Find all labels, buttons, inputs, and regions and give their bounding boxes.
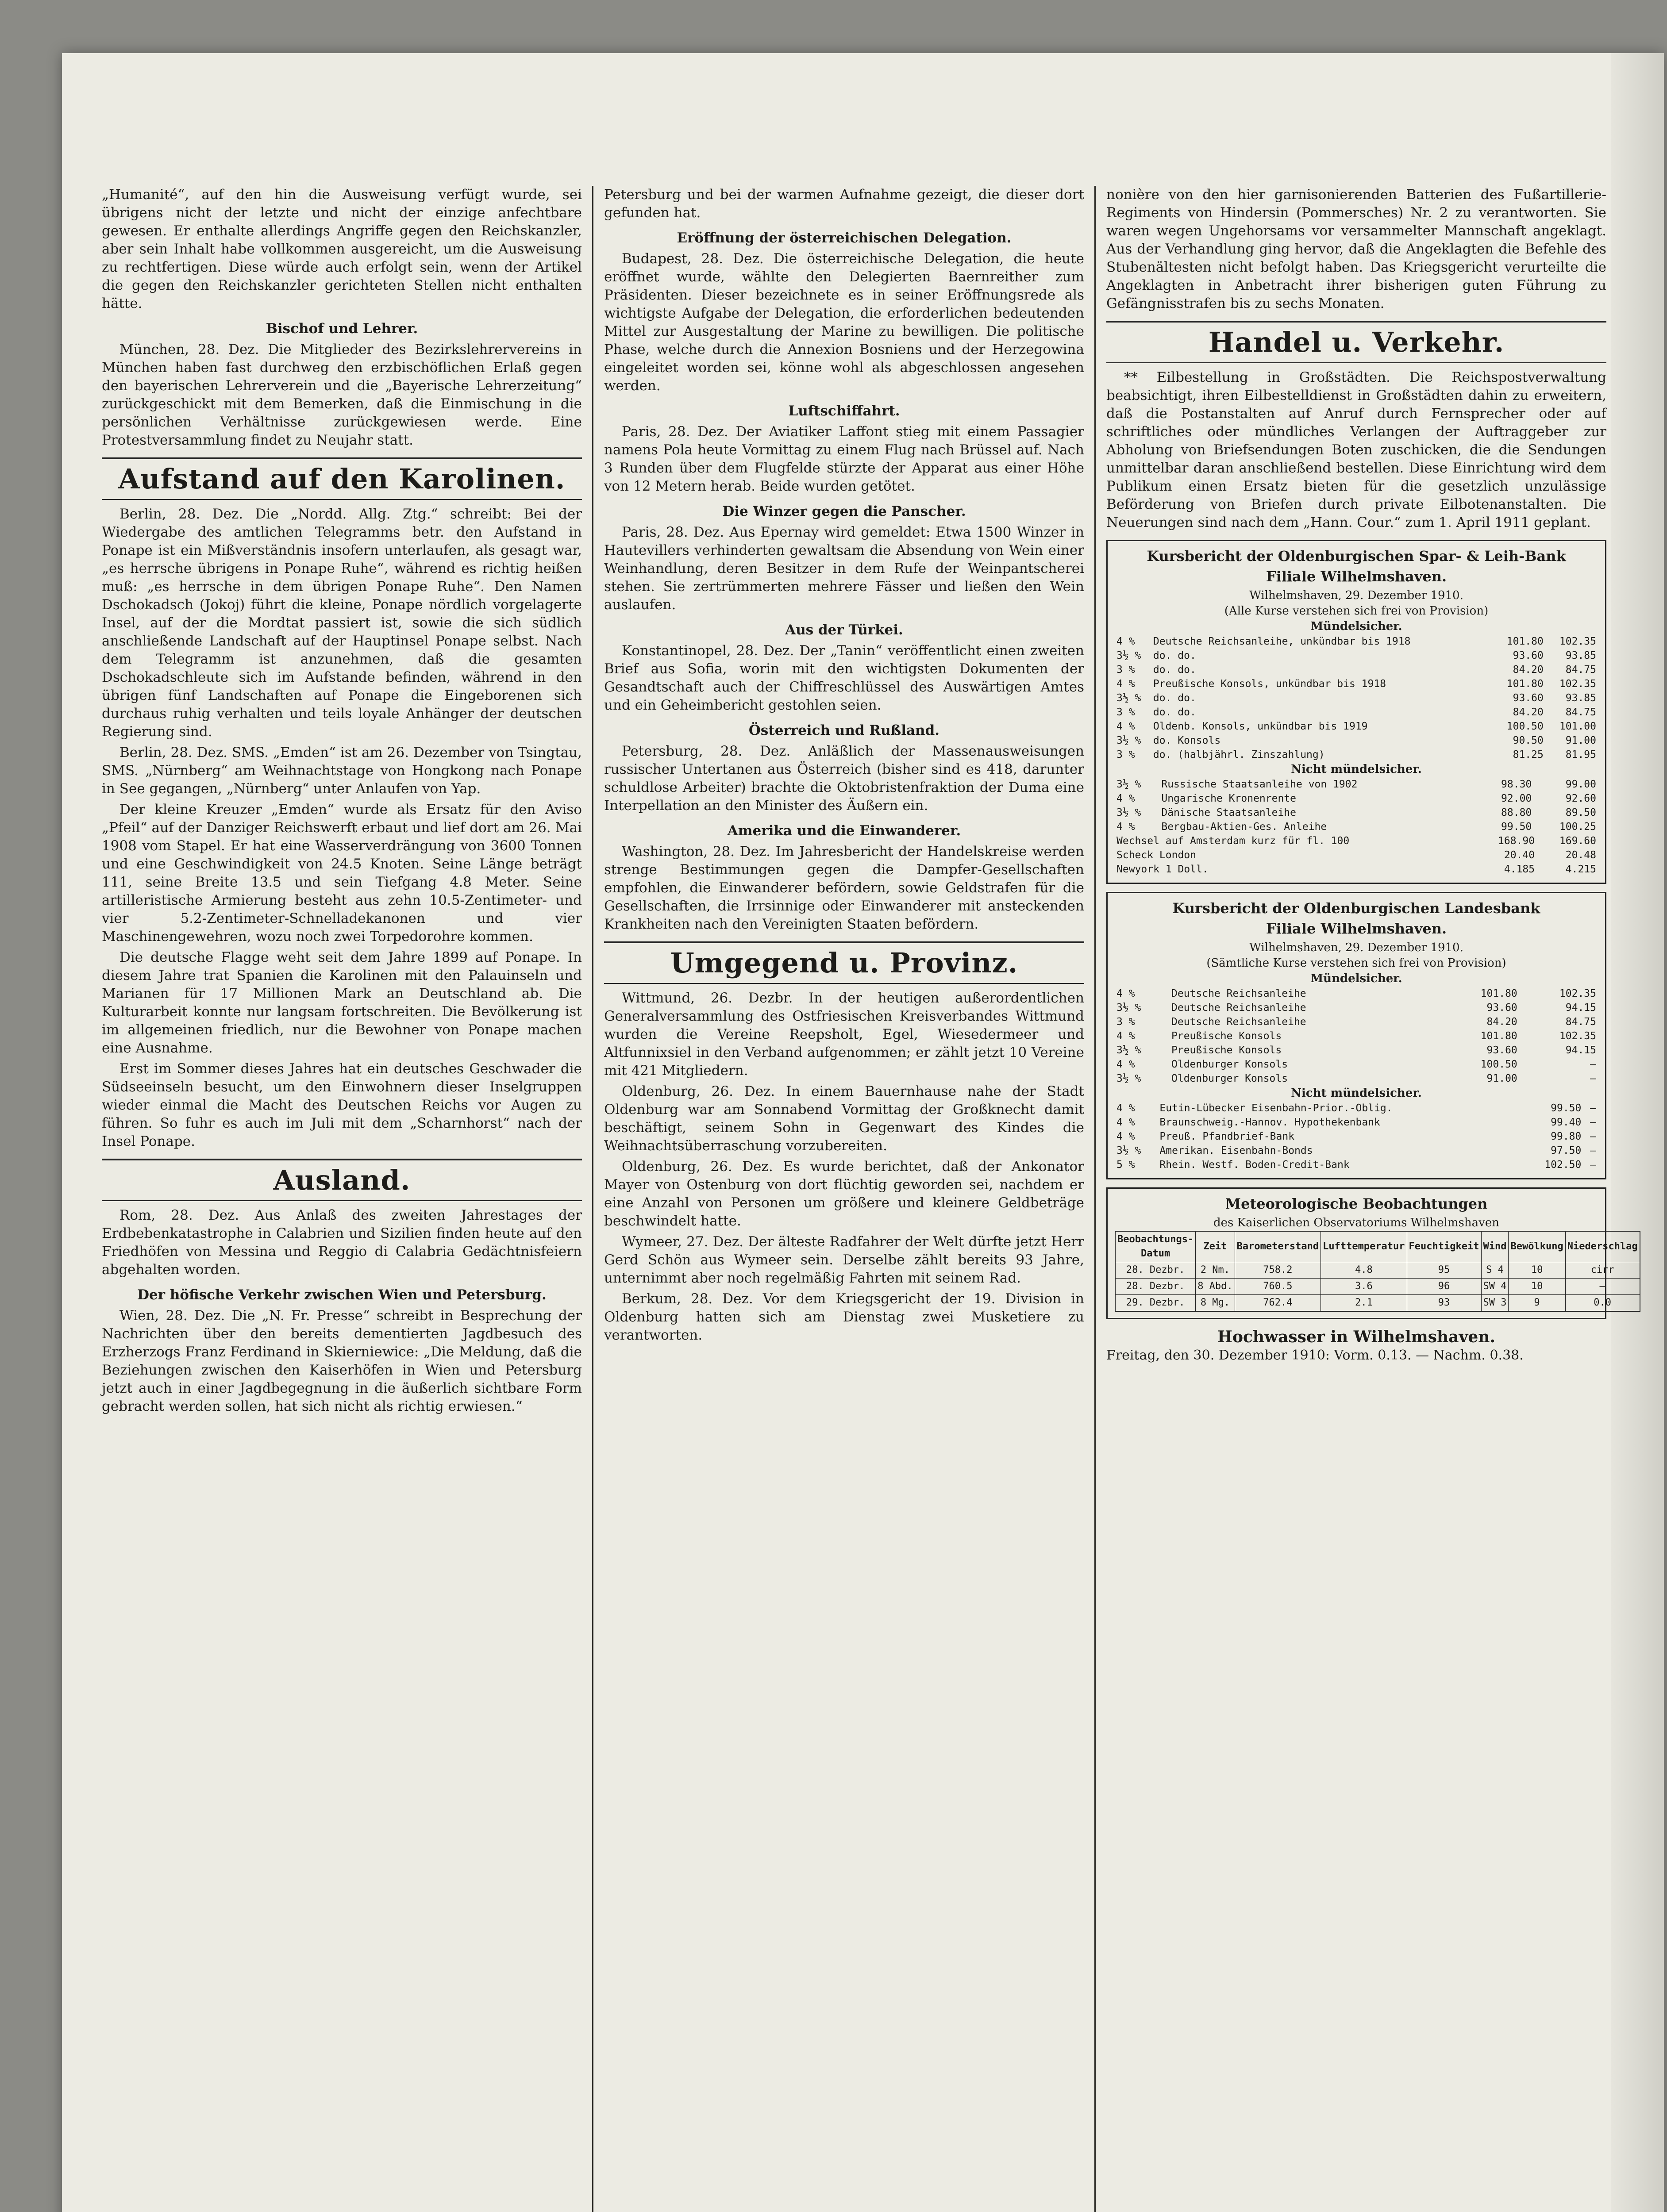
article-text: Wittmund, 26. Dezbr. In der heutigen außerordentlichen Generalversammlung des Ostfriesischen Kreisverbandes Wittmund wurden die Vereine Reepsholt, Egel, Wiesedermeer und Altfunnixsiel in den Verband aufgenommen; er zählt jetzt 10 Vereine mit 421 Mitgliedern. bbox=[604, 990, 1084, 1079]
weather-cell: 3.6 bbox=[1321, 1279, 1407, 1295]
security-name: Amerikan. Eisenbahn-Bonds bbox=[1159, 1145, 1313, 1156]
table-row bbox=[1115, 1144, 1598, 1158]
sell-price: 89.50 bbox=[1565, 807, 1596, 818]
weather-cell: 762.4 bbox=[1235, 1295, 1321, 1312]
section-heading: Aufstand auf den Karolinen. bbox=[102, 457, 582, 500]
table-row bbox=[1115, 791, 1598, 806]
sell-price: 102.35 bbox=[1559, 636, 1596, 647]
weather-cell: 2.1 bbox=[1321, 1295, 1407, 1312]
article-text: Petersburg, 28. Dez. Anläßlich der Massenausweisungen russischer Untertanen aus Österreich (bisher sind es 418, darunter schuldlose Arbeiter) brachte die Oktobristenfraktion der Duma eine Interpellation an den Minister des Äußern ein. bbox=[604, 743, 1084, 814]
buy-price: 91.00 bbox=[1486, 1073, 1517, 1084]
newspaper-sheet bbox=[62, 53, 1664, 2212]
buy-price: 84.20 bbox=[1513, 707, 1544, 718]
table-row bbox=[1115, 1057, 1598, 1071]
column-rule bbox=[592, 186, 593, 2212]
weather-cell: — bbox=[1565, 1279, 1640, 1295]
sell-price: 102.35 bbox=[1559, 1030, 1596, 1042]
section-label: Nicht mündelsicher. bbox=[1291, 1087, 1422, 1100]
newspaper-page bbox=[102, 186, 1638, 2212]
sell-price: 92.60 bbox=[1565, 793, 1596, 804]
stock-report-spar-leih-bank bbox=[1106, 540, 1606, 884]
article-heading: Aus der Türkei. bbox=[785, 622, 903, 638]
article-text: nonière von den hier garnisonierenden Batterien des Fußartillerie-Regiments von Hindersin (Pommersches) Nr. 2 zu verantworten. Sie waren wegen Ungehorsams vor versammelter Mannschaft angeklagt. Aus der Verhandlung ging hervor, daß die Angeklagten die Befehle des Stubenältesten nicht befolgt haben. Das Kriegsgericht verurteilte die Angeklagten in Anbetracht ihrer bisherigen guten Führung zu Gefängnisstrafen bis zu sechs Monaten. bbox=[1106, 187, 1606, 311]
weather-header: Beobachtungs-Datum bbox=[1115, 1231, 1196, 1262]
article-text: Rom, 28. Dez. Aus Anlaß des zweiten Jahrestages der Erdbebenkatastrophe in Calabrien und Sizilien finden heute auf den Friedhöfen von Messina und Reggio di Calabria Gedächtnisfeiern abgehalten worden. bbox=[102, 1207, 582, 1278]
article-heading: Luftschiffahrt. bbox=[788, 403, 900, 419]
weather-row bbox=[1115, 1262, 1640, 1279]
sell-price: 99.00 bbox=[1565, 779, 1596, 790]
buy-price: 92.00 bbox=[1501, 793, 1532, 804]
security-name: Eutin-Lübecker Eisenbahn-Prior.-Oblig. bbox=[1159, 1102, 1393, 1114]
weather-header: Feuchtigkeit bbox=[1407, 1231, 1481, 1262]
section-heading: Handel u. Verkehr. bbox=[1106, 321, 1606, 363]
weather-cell: 8 Abd. bbox=[1196, 1279, 1235, 1295]
section-label: Mündelsicher. bbox=[1310, 620, 1402, 633]
article-text: Paris, 28. Dez. Aus Epernay wird gemeldet: Etwa 1500 Winzer in Hautevillers verhinderten gewaltsam die Absendung von Wein einer Weinhandlung, deren Besitzer in dem Rufe der Weinpantscherei stehen. Sie zertrümmerten mehrere Fässer und ließen den Wein auslaufen. bbox=[604, 524, 1084, 613]
buy-price: 101.80 bbox=[1480, 988, 1517, 999]
article-text: Wien, 28. Dez. Die „N. Fr. Presse“ schreibt in Besprechung der Nachrichten über den bereits dementierten Jagdbesuch des Erzherzogs Franz Ferdinand in Skierniewice: „Die Meldung, daß die Beziehungen zwischen den Kaiserhöfen in Wien und Petersburg jetzt auch in einer Jagdbegegnung in die äußerlich sichtbare Form gebracht werden sollen, hat sich nicht als richtig erwiesen.“ bbox=[102, 1308, 582, 1414]
weather-cell: 8 Mg. bbox=[1196, 1295, 1235, 1312]
security-name: Braunschweig.-Hannov. Hypothekenbank bbox=[1159, 1117, 1380, 1128]
rate-cell: 4 % bbox=[1116, 721, 1135, 732]
weather-subtitle: des Kaiserlichen Observatoriums Wilhelmshaven bbox=[1213, 1216, 1499, 1229]
weather-header: Niederschlag bbox=[1565, 1231, 1640, 1262]
table-row bbox=[1115, 663, 1598, 677]
weather-cell: 29. Dezbr. bbox=[1115, 1295, 1196, 1312]
table-row bbox=[1115, 677, 1598, 691]
security-name: Preußische Konsols, unkündbar bis 1918 bbox=[1153, 678, 1386, 690]
sell-price: 81.95 bbox=[1565, 749, 1596, 760]
sell-price: 84.75 bbox=[1565, 1016, 1596, 1028]
column-3 bbox=[1106, 186, 1638, 2212]
rate-cell: 3½ % bbox=[1116, 1145, 1141, 1156]
article-text: Erst im Sommer dieses Jahres hat ein deutsches Geschwader die Südseeinseln besucht, um den Einwohnern dieser Inselgruppen wieder einmal die Macht des Deutschen Reichs vor Augen zu führen. So fuhr es auch im Juli mit dem „Scharnhorst“ nach der Insel Ponape. bbox=[102, 1061, 582, 1149]
rate-cell: 4 % bbox=[1116, 1102, 1135, 1114]
article-heading: Eröffnung der österreichischen Delegation. bbox=[677, 230, 1012, 246]
article-heading: Bischof und Lehrer. bbox=[266, 321, 418, 337]
table-row bbox=[1115, 1029, 1598, 1043]
security-name: Deutsche Reichsanleihe, unkündbar bis 1918 bbox=[1153, 636, 1411, 647]
high-water-times: Freitag, den 30. Dezember 1910: Vorm. 0.13. — Nachm. 0.38. bbox=[1106, 1348, 1524, 1363]
report-note: (Alle Kurse verstehen sich frei von Provision) bbox=[1224, 604, 1489, 618]
weather-header: Zeit bbox=[1196, 1231, 1235, 1262]
page-edge bbox=[1611, 53, 1664, 2212]
article-text: „Humanité“, auf den hin die Ausweisung verfügt wurde, sei übrigens nicht der letzte und nicht der einzige anfechtbare gewesen. Er enthalte allerdings Angriffe gegen den Reichskanzler, aber sein Inhalt habe vollkommen ausgereicht, um die Ausweisung zu rechtfertigen. Diese würde auch erfolgt sein, wenn der Artikel die gegen den Reichskanzler gerichteten Stellen nicht enthalten hätte. bbox=[102, 187, 582, 311]
sell-price: 102.35 bbox=[1559, 988, 1596, 999]
security-name: do. (halbjährl. Zinszahlung) bbox=[1153, 749, 1325, 760]
rate-cell: 4 % bbox=[1116, 1117, 1135, 1128]
table-row bbox=[1115, 705, 1598, 719]
article-text: München, 28. Dez. Die Mitglieder des Bezirkslehrervereins in München haben fast durchweg den erzbischöflichen Erlaß gegen den bayerischen Lehrerverein und die „Bayerische Lehrerzeitung“ zurückgeschickt mit dem Bemerken, daß die Einmischung in die persönlichen Verhältnisse zurückgewiesen werde. Eine Protestversammlung findet zu Neujahr statt. bbox=[102, 342, 582, 448]
security-name: Rhein. Westf. Boden-Credit-Bank bbox=[1159, 1159, 1350, 1171]
rate-cell: 3½ % bbox=[1116, 1045, 1141, 1056]
exchange-table bbox=[1115, 834, 1598, 876]
weather-report bbox=[1106, 1187, 1638, 1319]
weather-header: Bewölkung bbox=[1509, 1231, 1565, 1262]
rate-cell: 3½ % bbox=[1116, 1002, 1141, 1014]
article-text: Oldenburg, 26. Dez. Es wurde berichtet, daß der Ankonator Mayer von Ostenburg von dort flüchtig geworden sei, nachdem er eine Anzahl von Personen um größere und kleinere Geldbeträge beschwindelt hatte. bbox=[604, 1159, 1084, 1229]
sell-price: 93.85 bbox=[1565, 692, 1596, 704]
rate-cell: 3½ % bbox=[1116, 1073, 1141, 1084]
stock-table bbox=[1115, 634, 1598, 762]
security-name: do. do. bbox=[1153, 692, 1196, 704]
rate-cell: 4 % bbox=[1116, 636, 1135, 647]
sell-price: 91.00 bbox=[1565, 735, 1596, 746]
table-row bbox=[1115, 1115, 1598, 1129]
report-title: Kursbericht der Oldenburgischen Landesbank bbox=[1172, 900, 1540, 917]
article-text: ** Eilbestellung in Großstädten. Die Reichspostverwaltung beabsichtigt, ihren Eilbestelldienst in Großstädten dahin zu erweitern, daß die Postanstalten auf Anruf durch Fernsprecher oder auf schriftliches oder mündliches Verlangen der Auftraggeber zur Abholung von Briefsendungen Boten zuschicken, die die Sendungen unmittelbar daran anschließend bestellen. Diese Einrichtung wird dem Publikum einen Ersatz bieten für die gesetzlich unzulässige Beförderung von Briefen durch private Eilbotenanstalten. Die Neuerungen sind nach dem „Hann. Cour.“ zum 1. April 1911 geplant. bbox=[1106, 369, 1606, 530]
weather-cell: 4.8 bbox=[1321, 1262, 1407, 1279]
rate-cell: 3½ % bbox=[1116, 807, 1141, 818]
buy-price: 93.60 bbox=[1513, 692, 1544, 704]
security-name: Deutsche Reichsanleihe bbox=[1171, 988, 1306, 999]
stock-table bbox=[1115, 1101, 1598, 1172]
table-row bbox=[1115, 806, 1598, 820]
table-row bbox=[1115, 777, 1598, 791]
rate-cell: 3 % bbox=[1116, 1016, 1135, 1028]
security-name: Oldenburger Konsols bbox=[1171, 1059, 1288, 1070]
security-name: Newyork 1 Doll. bbox=[1116, 864, 1209, 875]
article-text: Petersburg und bei der warmen Aufnahme gezeigt, die dieser dort gefunden hat. bbox=[604, 187, 1084, 221]
column-2 bbox=[604, 186, 1084, 2212]
weather-cell: 2 Nm. bbox=[1196, 1262, 1235, 1279]
weather-cell: SW 4 bbox=[1481, 1279, 1509, 1295]
buy-price: 90.50 bbox=[1513, 735, 1544, 746]
buy-price: 101.80 bbox=[1506, 678, 1544, 690]
table-row bbox=[1115, 733, 1598, 748]
security-name: Bergbau-Aktien-Ges. Anleihe bbox=[1161, 821, 1327, 833]
weather-cell: 10 bbox=[1509, 1279, 1565, 1295]
buy-price: 84.20 bbox=[1486, 1016, 1517, 1028]
security-name: Ungarische Kronenrente bbox=[1161, 793, 1296, 804]
weather-cell: 96 bbox=[1407, 1279, 1481, 1295]
stock-report-landesbank bbox=[1106, 892, 1606, 1179]
weather-header: Wind bbox=[1481, 1231, 1509, 1262]
sell-price: — bbox=[1590, 1117, 1596, 1128]
rate-cell: 4 % bbox=[1116, 988, 1135, 999]
report-date: Wilhelmshaven, 29. Dezember 1910. bbox=[1249, 941, 1463, 954]
buy-price: 93.60 bbox=[1486, 1045, 1517, 1056]
weather-cell: 28. Dezbr. bbox=[1115, 1262, 1196, 1279]
report-title: Kursbericht der Oldenburgischen Spar- & Leih-Bank bbox=[1147, 548, 1566, 565]
sell-price: 84.75 bbox=[1565, 664, 1596, 676]
section-heading: Ausland. bbox=[102, 1159, 582, 1201]
buy-price: 99.50 bbox=[1551, 1102, 1582, 1114]
weather-cell: 93 bbox=[1407, 1295, 1481, 1312]
buy-price: 100.50 bbox=[1506, 721, 1544, 732]
buy-price: 98.30 bbox=[1501, 779, 1532, 790]
table-row bbox=[1115, 834, 1598, 848]
weather-cell: 9 bbox=[1509, 1295, 1565, 1312]
table-row bbox=[1115, 649, 1598, 663]
sell-price: 93.85 bbox=[1565, 650, 1596, 661]
security-name: Dänische Staatsanleihe bbox=[1161, 807, 1296, 818]
high-water-title: Hochwasser in Wilhelmshaven. bbox=[1217, 1328, 1496, 1346]
security-name: Preußische Konsols bbox=[1171, 1045, 1282, 1056]
sell-price: — bbox=[1590, 1159, 1596, 1171]
buy-price: 4.185 bbox=[1504, 864, 1535, 875]
article-heading: Der höfische Verkehr zwischen Wien und Petersburg. bbox=[137, 1287, 547, 1303]
sell-price: 94.15 bbox=[1565, 1002, 1596, 1014]
report-subtitle: Filiale Wilhelmshaven. bbox=[1266, 920, 1447, 937]
table-row bbox=[1115, 1015, 1598, 1029]
buy-price: 93.60 bbox=[1486, 1002, 1517, 1014]
security-name: do. do. bbox=[1153, 707, 1196, 718]
sell-price: — bbox=[1590, 1073, 1596, 1084]
security-name: do. do. bbox=[1153, 650, 1196, 661]
security-name: Russische Staatsanleihe von 1902 bbox=[1161, 779, 1358, 790]
article-text: Berlin, 28. Dez. Die „Nordd. Allg. Ztg.“ schreibt: Bei der Wiedergabe des amtlichen Telegramms betr. den Aufstand in Ponape ist ein Mißverständnis insofern unterlaufen, als gesagt war, „es herrsche übrigens in Ponape Ruhe“, während es richtig heißen muß: „es herrsche in dem übrigen Ponape Ruhe“. Den Namen Dschokadsch (Jokoj) führt die kleine, Ponape nördlich vorgelagerte Insel, auf der die Mordtat passiert ist, sowie die sich südlich anschließende Landschaft auf der Hauptinsel Ponape selbst. Nach dem Telegramm ist anzunehmen, daß die gesamten Dschokadschleute sich im Aufstande befinden, während in den übrigen fünf Landschaften auf Ponape die Eingeborenen sich durchaus ruhig verhalten und teils loyale Anhänger der deutschen Regierung sind. bbox=[102, 506, 582, 740]
rate-cell: 4 % bbox=[1116, 1030, 1135, 1042]
sell-price: — bbox=[1590, 1145, 1596, 1156]
sell-price: 100.25 bbox=[1559, 821, 1596, 833]
article-text: Berkum, 28. Dez. Vor dem Kriegsgericht der 19. Division in Oldenburg hatten sich am Dienstag zwei Musketiere zu verantworten. bbox=[604, 1291, 1084, 1343]
sell-price: 169.60 bbox=[1559, 835, 1596, 847]
column-1 bbox=[102, 186, 582, 2212]
security-name: Scheck London bbox=[1116, 849, 1197, 861]
report-note: (Sämtliche Kurse verstehen sich frei von Provision) bbox=[1206, 956, 1506, 970]
report-date: Wilhelmshaven, 29. Dezember 1910. bbox=[1249, 589, 1463, 602]
article-text: Der kleine Kreuzer „Emden“ wurde als Ersatz für den Aviso „Pfeil“ auf der Danziger Reichswerft erbaut und lief dort am 26. Mai 1908 vom Stapel. Er hat eine Wasserverdrängung von 3600 Tonnen und eine Geschwindigkeit von 24.5 Knoten. Seine Länge beträgt 111, seine Breite 13.5 und sein Tiefgang 4.8 Meter. Seine artilleristische Armierung besteht aus zehn 10.5-Zentimeter- und vier 5.2-Zentimeter-Schnelladekanonen und vier Maschinengewehren, wozu noch zwei Torpedorohre kommen. bbox=[102, 802, 582, 945]
weather-row bbox=[1115, 1279, 1640, 1295]
article-text: Berlin, 28. Dez. SMS. „Emden“ ist am 26. Dezember von Tsingtau, SMS. „Nürnberg“ am Weihnachtstage von Hongkong nach Ponape in See gegangen, „Nürnberg“ unter Anlaufen von Yap. bbox=[102, 745, 582, 797]
weather-header: Lufttemperatur bbox=[1321, 1231, 1407, 1262]
rate-cell: 3½ % bbox=[1116, 779, 1141, 790]
security-name: do. Konsols bbox=[1153, 735, 1221, 746]
section-label: Mündelsicher. bbox=[1310, 972, 1402, 985]
rate-cell: 4 % bbox=[1116, 793, 1135, 804]
rate-cell: 3 % bbox=[1116, 707, 1135, 718]
buy-price: 97.50 bbox=[1551, 1145, 1582, 1156]
weather-cell: 10 bbox=[1509, 1262, 1565, 1279]
table-row bbox=[1115, 1001, 1598, 1015]
rate-cell: 4 % bbox=[1116, 678, 1135, 690]
table-row bbox=[1115, 987, 1598, 1001]
weather-row bbox=[1115, 1295, 1640, 1312]
article-text: Oldenburg, 26. Dez. In einem Bauernhause nahe der Stadt Oldenburg war am Sonnabend Vormittag der Großknecht damit beschäftigt, seinem Sohn in Gegenwart des Kindes die Weihnachtsüberraschung vorzubereiten. bbox=[604, 1083, 1084, 1154]
section-heading: Umgegend u. Provinz. bbox=[604, 941, 1084, 984]
security-name: Preußische Konsols bbox=[1171, 1030, 1282, 1042]
table-row bbox=[1115, 1129, 1598, 1144]
article-text: Wymeer, 27. Dez. Der älteste Radfahrer der Welt dürfte jetzt Herr Gerd Schön aus Wymeer sein. Derselbe zählt bereits 93 Jahre, unternimmt aber noch regelmäßig Fahrten mit seinem Rad. bbox=[604, 1234, 1084, 1286]
buy-price: 101.80 bbox=[1480, 1030, 1517, 1042]
sell-price: — bbox=[1590, 1059, 1596, 1070]
rate-cell: 3½ % bbox=[1116, 692, 1141, 704]
rate-cell: 3 % bbox=[1116, 664, 1135, 676]
weather-cell: cirr bbox=[1565, 1262, 1640, 1279]
stock-table bbox=[1115, 987, 1598, 1086]
buy-price: 99.50 bbox=[1501, 821, 1532, 833]
article-text: Washington, 28. Dez. Im Jahresbericht der Handelskreise werden strenge Bestimmungen gegen die Dampfer-Gesellschaften empfohlen, die Einwanderer befördern, sowie Geldstrafen für die Gesellschaften, die Irrsinnige oder Einwanderer mit ansteckenden Krankheiten nach den Vereinigten Staaten befördern. bbox=[604, 844, 1084, 932]
security-name: do. do. bbox=[1153, 664, 1196, 676]
sell-price: — bbox=[1590, 1102, 1596, 1114]
buy-price: 99.80 bbox=[1551, 1131, 1582, 1142]
security-name: Preuß. Pfandbrief-Bank bbox=[1159, 1131, 1295, 1142]
sell-price: 94.15 bbox=[1565, 1045, 1596, 1056]
rate-cell: 5 % bbox=[1116, 1159, 1135, 1171]
security-name: Deutsche Reichsanleihe bbox=[1171, 1002, 1306, 1014]
security-name: Oldenburger Konsols bbox=[1171, 1073, 1288, 1084]
table-row bbox=[1115, 1158, 1598, 1172]
article-text: Paris, 28. Dez. Der Aviatiker Laffont stieg mit einem Passagier namens Pola heute Vormittag zu einem Flug nach Brüssel auf. Nach 3 Runden über dem Flugfelde stürzte der Apparat aus einer Höhe von 12 Metern herab. Beide wurden getötet. bbox=[604, 424, 1084, 494]
weather-cell: 0.0 bbox=[1565, 1295, 1640, 1312]
table-row bbox=[1115, 1043, 1598, 1057]
sell-price: 84.75 bbox=[1565, 707, 1596, 718]
buy-price: 101.80 bbox=[1506, 636, 1544, 647]
article-heading: Die Winzer gegen die Panscher. bbox=[722, 503, 966, 519]
weather-header: Barometerstand bbox=[1235, 1231, 1321, 1262]
table-row bbox=[1115, 1071, 1598, 1086]
buy-price: 20.40 bbox=[1504, 849, 1535, 861]
section-label: Nicht mündelsicher. bbox=[1291, 763, 1422, 776]
article-text: Konstantinopel, 28. Dez. Der „Tanin“ veröffentlicht einen zweiten Brief aus Sofia, worin mit den wichtigsten Dokumenten der Gesandtschaft auch der Chiffreschlüssel des Auswärtigen Amtes und ein Geheimbericht gestohlen seien. bbox=[604, 643, 1084, 713]
report-subtitle: Filiale Wilhelmshaven. bbox=[1266, 568, 1447, 585]
sell-price: — bbox=[1590, 1131, 1596, 1142]
table-row bbox=[1115, 862, 1598, 876]
buy-price: 168.90 bbox=[1498, 835, 1535, 847]
rate-cell: 4 % bbox=[1116, 821, 1135, 833]
weather-cell: SW 3 bbox=[1481, 1295, 1509, 1312]
weather-cell: S 4 bbox=[1481, 1262, 1509, 1279]
sell-price: 102.35 bbox=[1559, 678, 1596, 690]
buy-price: 100.50 bbox=[1480, 1059, 1517, 1070]
rate-cell: 4 % bbox=[1116, 1131, 1135, 1142]
rate-cell: 4 % bbox=[1116, 1059, 1135, 1070]
buy-price: 88.80 bbox=[1501, 807, 1532, 818]
article-heading: Österreich und Rußland. bbox=[748, 722, 940, 738]
table-row bbox=[1115, 820, 1598, 834]
column-rule bbox=[1094, 186, 1096, 2212]
rate-cell: 3 % bbox=[1116, 749, 1135, 760]
weather-cell: 758.2 bbox=[1235, 1262, 1321, 1279]
security-name: Deutsche Reichsanleihe bbox=[1171, 1016, 1306, 1028]
weather-cell: 28. Dezbr. bbox=[1115, 1279, 1196, 1295]
buy-price: 99.40 bbox=[1551, 1117, 1582, 1128]
stock-table bbox=[1115, 777, 1598, 834]
weather-title: Meteorologische Beobachtungen bbox=[1225, 1195, 1488, 1212]
weather-cell: 760.5 bbox=[1235, 1279, 1321, 1295]
buy-price: 84.20 bbox=[1513, 664, 1544, 676]
sell-price: 4.215 bbox=[1565, 864, 1596, 875]
security-name: Wechsel auf Amsterdam kurz für fl. 100 bbox=[1116, 835, 1350, 847]
table-row bbox=[1115, 848, 1598, 862]
buy-price: 93.60 bbox=[1513, 650, 1544, 661]
table-row bbox=[1115, 1101, 1598, 1115]
weather-cell: 95 bbox=[1407, 1262, 1481, 1279]
sell-price: 101.00 bbox=[1559, 721, 1596, 732]
weather-table bbox=[1115, 1231, 1640, 1312]
rate-cell: 3½ % bbox=[1116, 650, 1141, 661]
buy-price: 81.25 bbox=[1513, 749, 1544, 760]
article-text: Die deutsche Flagge weht seit dem Jahre 1899 auf Ponape. In diesem Jahre trat Spanien die Karolinen mit den Palauinseln und Marianen für 17 Millionen Mark an Deutschland ab. Die Kulturarbeit konnte nur langsam fortschreiten. Die Bevölkerung ist im allgemeinen friedlich, nur die Bewohner von Ponape machen eine Ausnahme. bbox=[102, 949, 582, 1056]
table-row bbox=[1115, 634, 1598, 649]
security-name: Oldenb. Konsols, unkündbar bis 1919 bbox=[1153, 721, 1368, 732]
article-heading: Amerika und die Einwanderer. bbox=[727, 823, 961, 839]
article-text: Budapest, 28. Dez. Die österreichische Delegation, die heute eröffnet wurde, wählte den Delegierten Baernreither zum Präsidenten. Dieser bezeichnete es in seiner Eröffnungsrede als wichtigste Aufgabe der Delegation, die erforderlichen bedeutenden Mittel zur Ausgestaltung der Marine zu bewilligen. Die politische Phase, welche durch die Annexion Bosniens und der Herzegowina eingeleitet worden sei, könne wohl als abgeschlossen angesehen werden. bbox=[604, 251, 1084, 394]
table-row bbox=[1115, 691, 1598, 705]
buy-price: 102.50 bbox=[1544, 1159, 1582, 1171]
sell-price: 20.48 bbox=[1565, 849, 1596, 861]
table-row bbox=[1115, 719, 1598, 733]
rate-cell: 3½ % bbox=[1116, 735, 1141, 746]
table-row bbox=[1115, 748, 1598, 762]
